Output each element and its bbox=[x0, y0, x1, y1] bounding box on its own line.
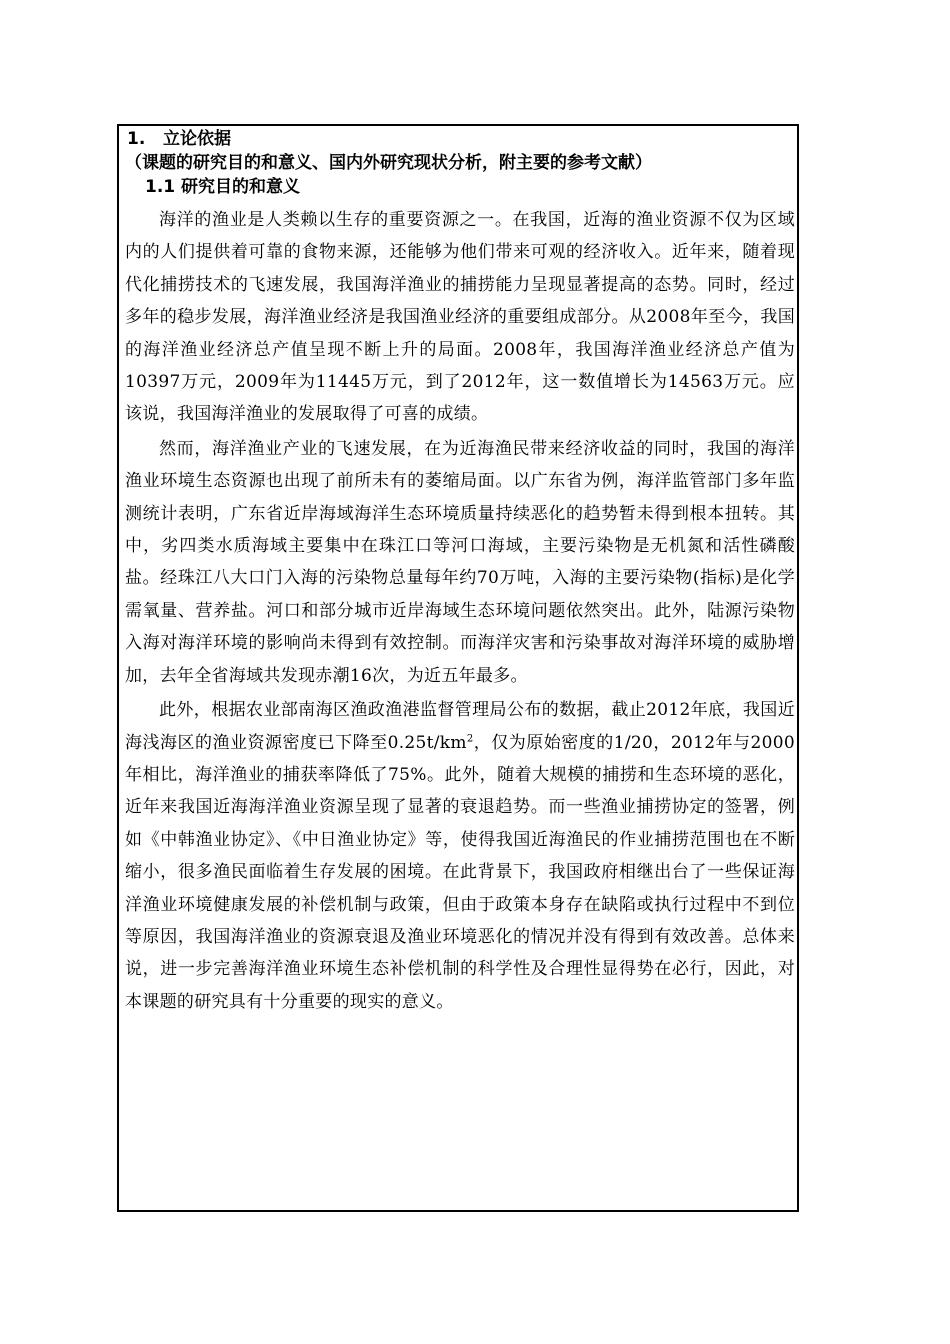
section-heading bbox=[125, 127, 795, 151]
paragraph-3-part-2: ，仅为原始密度的1/20，2012年与2000年相比，海洋渔业的捕获率降低了75%。此外，随着大规模的捕捞和生态环境的恶化，近年来我国近海海洋渔业资源呈现了显著的衰退趋势。而一些渔业捕捞协定的签署，例如《中韩渔业协定》、《中日渔业协定》等，使得我国近海渔民的作业捕捞范围也在不断缩小，很多渔民面临着生存发展的困境。在此背景下，我国政府相继出台了一些保证海洋渔业环境健康发展的补偿机制与政策，但由于政策本身存在缺陷或执行过程中不到位等原因，我国海洋渔业的资源衰退及渔业环境恶化的情况并没有得到有效改善。总体来说，进一步完善海洋渔业环境生态补偿机制的科学性及合理性显得势在必行，因此，对本课题的研究具有十分重要的现实的意义。 bbox=[125, 732, 795, 1012]
superscript-2: 2 bbox=[466, 732, 474, 744]
body-paragraph-2: 然而，海洋渔业产业的飞速发展，在为近海渔民带来经济收益的同时，我国的海洋渔业环境生态资源也出现了前所未有的萎缩局面。以广东省为例，海洋监管部门多年监测统计表明，广东省近岸海域海洋生态环境质量持续恶化的趋势暂未得到根本扭转。其中，劣四类水质海域主要集中在珠江口等河口海域，主要污染物是无机氮和活性磷酸盐。经珠江八大口门入海的污染物总量每年约70万吨，入海的主要污染物(指标)是化学需氧量、营养盐。河口和部分城市近岸海域生态环境问题依然突出。此外，陆源污染物入海对海洋环境的影响尚未得到有效控制。而海洋灾害和污染事故对海洋环境的威胁增加，去年全省海域共发现赤潮16次，为近五年最多。 bbox=[125, 438, 795, 686]
document-content bbox=[125, 127, 795, 1018]
section-subtitle: （课题的研究目的和意义、国内外研究现状分析，附主要的参考文献） bbox=[125, 153, 652, 173]
body-paragraph-1: 海洋的渔业是人类赖以生存的重要资源之一。在我国，近海的渔业资源不仅为区域内的人们提供着可靠的食物来源，还能够为他们带来可观的经济收入。近年来，随着现代化捕捞技术的飞速发展，我国海洋渔业的捕捞能力呈现显著提高的态势。同时，经过多年的稳步发展，海洋渔业经济是我国渔业经济的重要组成部分。从2008年至今，我国的海洋渔业经济总产值呈现不断上升的局面。2008年，我国海洋渔业经济总产值为10397万元，2009年为11445万元，到了2012年，这一数值增长为14563万元。应该说，我国海洋渔业的发展取得了可喜的成绩。 bbox=[125, 210, 795, 425]
paragraph-3-part-1: 此外，根据农业部南海区渔政渔港监督管理局公布的数据，截止2012年底，我国近海浅海区的渔业资源密度已下降至0.25t/km bbox=[125, 700, 795, 753]
body-paragraph-3 bbox=[125, 694, 795, 1018]
section-number: 1. bbox=[127, 129, 146, 149]
subsection-heading: 1.1 研究目的和意义 bbox=[145, 177, 301, 197]
section-title: 立论依据 bbox=[163, 129, 231, 149]
